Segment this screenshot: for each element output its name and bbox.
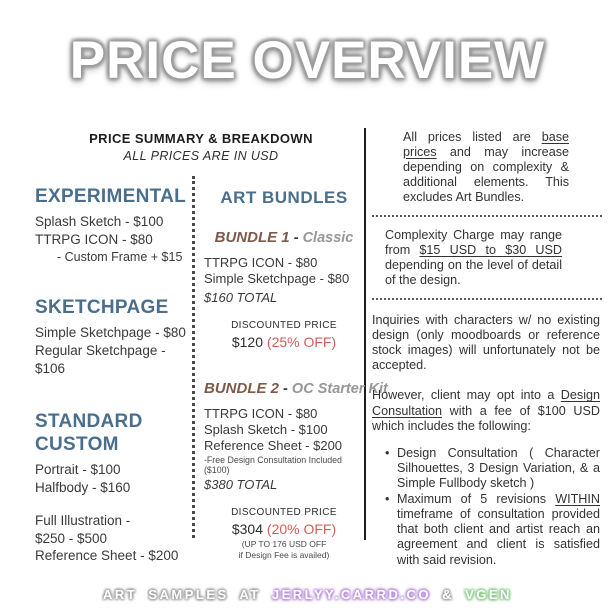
discount-price-line	[204, 521, 364, 537]
price-list-column	[35, 186, 195, 565]
bullet-text: Maximum of 5 revisions	[397, 492, 556, 507]
bullet-item	[385, 492, 600, 568]
note-text: depending on the level of detail of the design.	[385, 257, 562, 287]
art-bundles-column	[204, 188, 388, 561]
discount-off-badge: (20% OFF)	[266, 521, 337, 538]
bullet-item	[385, 446, 600, 491]
bundle-item: TTRPG ICON - $80	[204, 255, 318, 270]
footer	[0, 587, 615, 602]
summary-heading: PRICE SUMMARY & BREAKDOWN	[89, 131, 313, 146]
bundles-heading: ART BUNDLES	[220, 188, 348, 207]
note-base-prices	[403, 130, 569, 206]
discount-label: DISCOUNTED PRICE	[231, 319, 337, 331]
price-line: Splash Sketch - $100	[35, 214, 164, 230]
bundle-item: Splash Sketch - $100	[204, 421, 328, 437]
note-underlined-text: Design Consultation	[372, 388, 600, 418]
bundle-item: Reference Sheet - $200	[204, 438, 343, 453]
price-line: Full Illustration -	[35, 512, 131, 528]
bundle-separator: -	[283, 380, 288, 397]
summary-subheading: ALL PRICES ARE IN USD	[123, 149, 279, 163]
section-standard-custom	[35, 411, 195, 565]
bundle-1-block	[204, 229, 364, 350]
price-line: TTRPG ICON - $80	[35, 232, 153, 248]
note-underlined-text: base prices	[403, 130, 569, 160]
price-line: Regular Sketchpage - $106	[35, 342, 166, 376]
fine-print-line: if Design Fee is availed)	[238, 550, 330, 561]
bundle-variant: Classic	[302, 230, 354, 246]
section-items	[35, 213, 195, 265]
bundle-name: BUNDLE 1	[214, 229, 290, 246]
price-line: Halfbody - $160	[35, 480, 131, 495]
footer-link-vgen: VGEN	[465, 587, 512, 602]
discount-off-badge: (25% OFF)	[266, 333, 337, 350]
discount-label: DISCOUNTED PRICE	[231, 507, 337, 519]
summary-header	[20, 131, 382, 163]
footer-ampersand: &	[442, 587, 454, 602]
discount-price-line	[204, 334, 364, 350]
note-inquiries: Inquiries with characters w/ no existing design (only moodboards or reference stock images) will unfortunately not be accepted.	[372, 312, 600, 373]
bundle-name: BUNDLE 2	[204, 379, 280, 397]
section-items	[35, 461, 195, 497]
bundle-items	[204, 255, 364, 288]
fine-print-line: (UP TO 176 USD OFF	[241, 539, 327, 550]
page-title: PRICE OVERVIEW	[69, 31, 546, 90]
bundle-1-title	[204, 229, 364, 246]
consultation-bullet-list	[385, 446, 600, 568]
note-text: However, client may opt into a	[372, 388, 561, 403]
footer-prefix: ART SAMPLES AT	[103, 587, 261, 602]
bundle-discount	[204, 320, 364, 350]
section-sketchpage	[35, 297, 195, 378]
discount-price: $304	[231, 521, 264, 538]
note-text: All prices listed are	[403, 130, 542, 144]
section-experimental	[35, 186, 195, 266]
bullet-text: Design Consultation ( Character Silhouettes, 3 Design Variation, & a Simple Fullbody sketch )	[397, 445, 600, 490]
bundle-variant: OC Starter Kit	[291, 380, 388, 397]
horizontal-dotted-divider	[372, 298, 602, 300]
bundle-total: $160 TOTAL	[204, 289, 278, 305]
section-items	[35, 512, 195, 565]
note-text: with a fee of $100 USD which includes the following:	[372, 403, 600, 433]
bullet-text: timeframe of consultation provided that both client and artist reach an agreement and client is satisfied with said revision.	[397, 507, 600, 567]
bundle-2-title	[204, 379, 388, 397]
section-heading: STANDARD CUSTOM	[35, 411, 143, 455]
discount-price: $120	[231, 333, 264, 350]
bundle-separator: -	[293, 230, 299, 246]
note-complexity-charge	[385, 228, 562, 288]
horizontal-dotted-divider	[372, 215, 602, 217]
price-line: $250 - $500	[35, 530, 108, 546]
section-heading: SKETCHPAGE	[35, 296, 169, 318]
footer-link-carrd: JERLYY.CARRD.CO	[271, 587, 431, 602]
vertical-solid-divider	[364, 128, 366, 540]
bundle-item: TTRPG ICON - $80	[204, 405, 318, 421]
note-text: and may increase depending on complexity & additional elements. This excludes Art Bundles.	[403, 145, 569, 205]
bullet-underlined-text: WITHIN	[555, 492, 600, 507]
price-line: Portrait - $100	[35, 462, 121, 478]
note-underlined-text: $15 USD to $30 USD	[419, 242, 563, 257]
bundle-item: Simple Sketchpage - $80	[204, 271, 350, 287]
bundle-total: $380 TOTAL	[204, 477, 278, 493]
terms-column	[372, 122, 602, 568]
price-line: Reference Sheet - $200	[35, 548, 179, 564]
price-line: Simple Sketchpage - $80	[35, 324, 186, 340]
price-subline: - Custom Frame + $15	[57, 250, 183, 265]
bundle-items	[204, 406, 364, 455]
bundle-note: -Free Design Consultation Included ($100)	[204, 455, 342, 476]
note-design-consultation	[372, 388, 600, 433]
discount-fine-print	[204, 539, 364, 561]
section-items	[35, 324, 195, 377]
bundle-discount	[204, 507, 364, 561]
bundle-2-block	[204, 379, 388, 562]
note-text: Complexity Charge may range from	[385, 227, 562, 257]
section-heading: EXPERIMENTAL	[35, 186, 187, 207]
